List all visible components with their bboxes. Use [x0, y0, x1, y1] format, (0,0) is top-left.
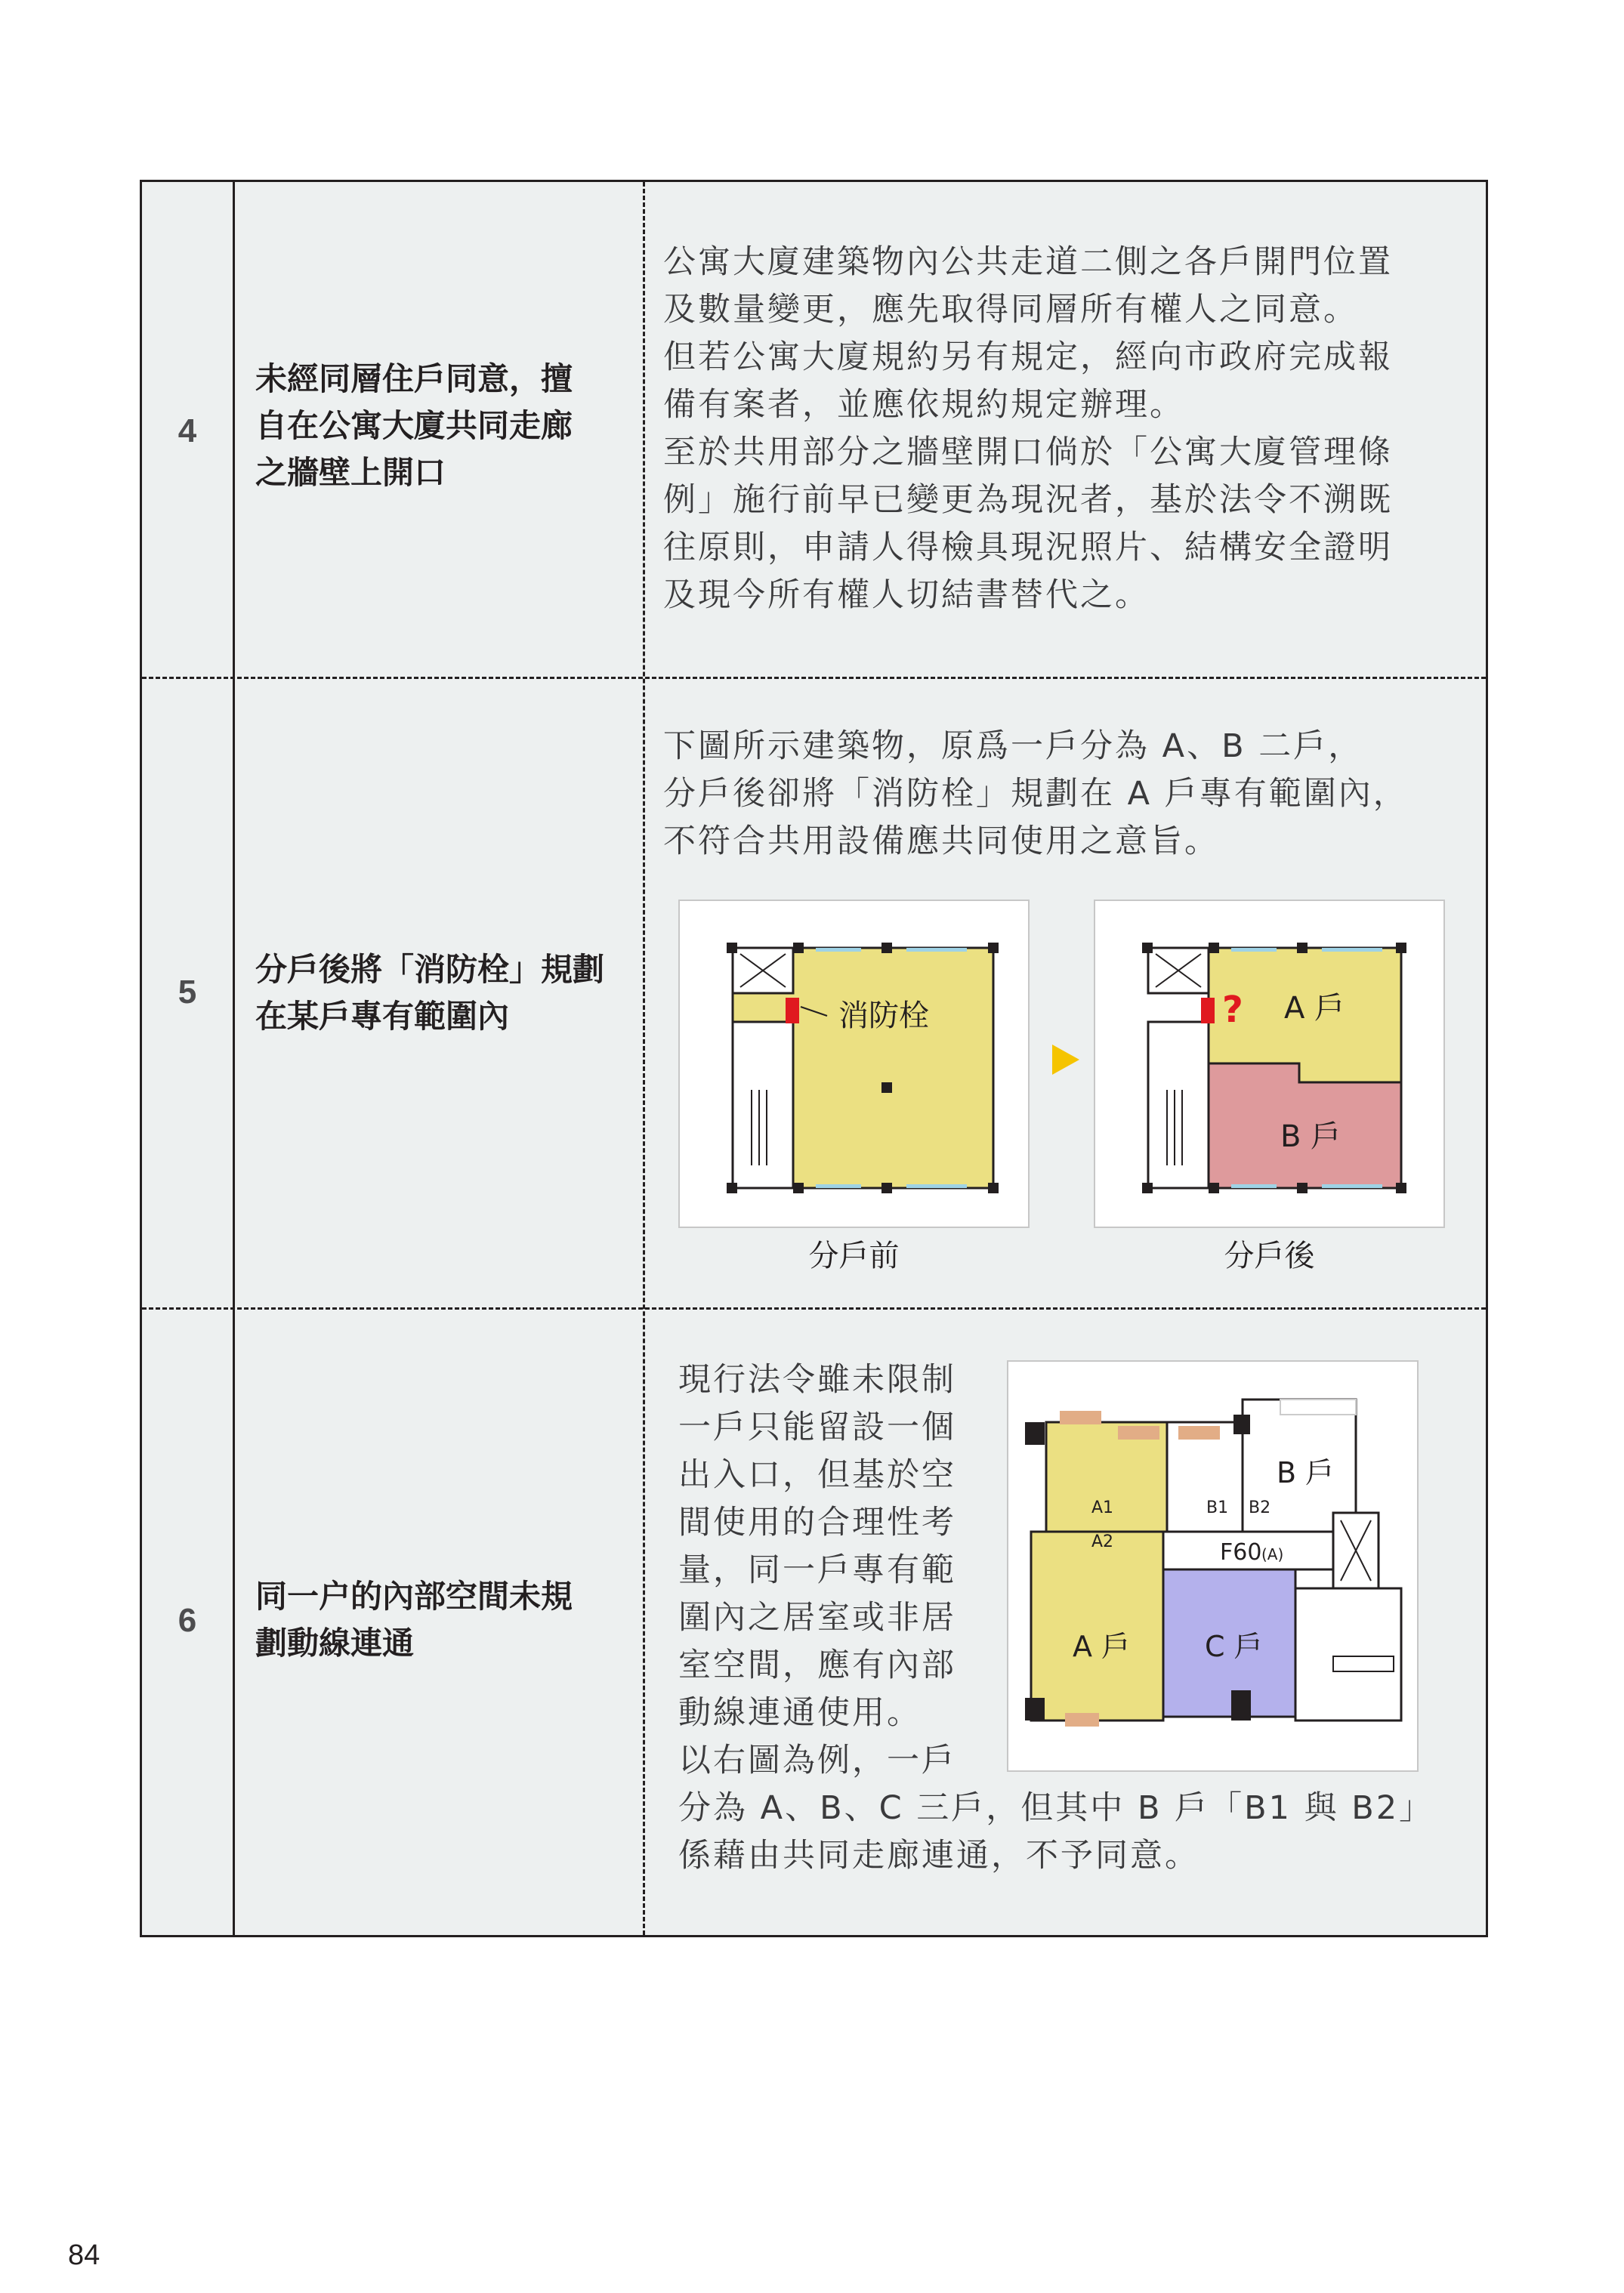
desc-line: 分戶後卻將「消防栓」規劃在 A 戶專有範圍內， [663, 775, 1408, 813]
window [816, 948, 861, 952]
desc-line: 及數量變更，應先取得同層所有權人之同意。 [663, 291, 1358, 329]
item-line: 分戶後將「消防栓」規劃 [255, 951, 605, 988]
stair-core [1148, 1022, 1209, 1188]
desc-line: 但若公寓大廈規約另有規定，經向市政府完成報 [663, 338, 1393, 376]
column [1396, 943, 1406, 953]
stair-core [733, 1022, 793, 1188]
stair-core [1295, 1588, 1401, 1721]
window [1065, 1713, 1099, 1727]
unit-area-a2 [1031, 1532, 1163, 1721]
window [1231, 948, 1277, 952]
row-number-4: 4 [178, 412, 197, 449]
caption-after: 分戶後 [1224, 1239, 1315, 1273]
unit-a-label: A 戶 [1284, 991, 1345, 1026]
column [881, 1082, 892, 1093]
column [1297, 1183, 1308, 1193]
window [906, 1184, 967, 1188]
room-a2-label: A2 [1091, 1532, 1114, 1551]
desc-line: 至於共用部分之牆壁開口倘於「公寓大廈管理條 [663, 434, 1393, 471]
window [1060, 1411, 1101, 1424]
floorplan-before-split [678, 900, 1030, 1228]
room-b2-label: B2 [1249, 1498, 1271, 1517]
column [1142, 1183, 1153, 1193]
desc-line: 間使用的合理性考 [678, 1504, 956, 1542]
unit-c-label: C 戶 [1205, 1630, 1263, 1663]
floorplan-abc-svg [1008, 1362, 1417, 1770]
column [793, 1183, 804, 1193]
desc-line: 一戶只能留設一個 [678, 1409, 956, 1446]
column [988, 1183, 999, 1193]
desc-line: 例」施行前早已變更為現況者，基於法令不溯既 [663, 481, 1393, 519]
fire-hydrant-icon [1201, 998, 1215, 1023]
row-divider-5-6 [142, 1307, 1486, 1310]
fire-hydrant-label: 消防栓 [838, 998, 929, 1033]
column [1396, 1183, 1406, 1193]
item-line: 在某戶專有範圍內 [255, 998, 510, 1035]
question-mark-icon: ? [1222, 989, 1243, 1031]
page-number: 84 [68, 2239, 100, 2271]
unit-b-label: B 戶 [1277, 1456, 1335, 1489]
row-description-5 [663, 723, 1408, 866]
stair-landing [1333, 1656, 1394, 1671]
column [881, 943, 892, 953]
desc-line: 往原則，申請人得檢具現況照片、結構安全證明 [663, 529, 1393, 566]
desc-line: 室空間，應有內部 [678, 1646, 956, 1684]
corridor-fire-door-label: F60 [1220, 1539, 1262, 1566]
item-line: 同一户的內部空間未規 [255, 1578, 573, 1615]
column [1025, 1698, 1045, 1721]
desc-line: 現行法令雖未限制 [678, 1361, 956, 1399]
regulation-table [140, 180, 1488, 1937]
column [1209, 943, 1219, 953]
desc-line: 以右圖為例，一戶 [678, 1742, 956, 1779]
column [793, 943, 804, 953]
corridor-fire-door-sub-label: (A) [1261, 1545, 1284, 1563]
item-line: 未經同層住戶同意，擅 [255, 360, 573, 397]
window [1118, 1426, 1159, 1440]
column [1231, 1690, 1251, 1721]
arrow-right-icon [1052, 1045, 1079, 1075]
window [816, 1184, 861, 1188]
desc-line: 公寓大廈建築物內公共走道二側之各戶開門位置 [663, 243, 1393, 281]
desc-line: 分為 A、B、C 三戶，但其中 B 戶「B1 與 B2」 [678, 1789, 1434, 1827]
window [1322, 948, 1382, 952]
desc-line: 不符合共用設備應共同使用之意旨。 [663, 822, 1219, 860]
floorplan-after-svg [1095, 901, 1443, 1227]
column [988, 943, 999, 953]
room-b1-label: B1 [1206, 1498, 1229, 1517]
caption-before: 分戶前 [808, 1239, 900, 1273]
column [1233, 1415, 1250, 1434]
row-number-6: 6 [178, 1602, 197, 1639]
row-item-6 [255, 1573, 641, 1667]
desc-line: 係藉由共同走廊連通，不予同意。 [678, 1837, 1199, 1875]
row-number-5: 5 [178, 974, 197, 1011]
desc-line: 備有案者，並應依規約規定辦理。 [663, 386, 1184, 424]
column [1209, 1183, 1219, 1193]
floorplan-after-split [1094, 900, 1445, 1228]
column [1142, 943, 1153, 953]
window [1178, 1426, 1220, 1440]
floorplan-before-svg [680, 901, 1028, 1227]
row-item-4 [255, 356, 641, 496]
fire-hydrant-icon [786, 998, 799, 1023]
balcony [1280, 1400, 1356, 1415]
column [881, 1183, 892, 1193]
column [727, 943, 737, 953]
desc-line: 及現今所有權人切結書替代之。 [663, 576, 1150, 614]
window [1322, 1184, 1382, 1188]
desc-line: 量，同一戶專有範 [678, 1551, 956, 1589]
item-line: 自在公寓大廈共同走廊 [255, 407, 573, 444]
row-description-4 [663, 239, 1393, 619]
unit-a-label: A 戶 [1073, 1630, 1131, 1663]
desc-line: 出入口，但基於空 [678, 1456, 956, 1494]
desc-line: 動線連通使用。 [678, 1694, 922, 1732]
item-line: 劃動線連通 [255, 1625, 415, 1662]
row-divider-4-5 [142, 677, 1486, 679]
column [1297, 943, 1308, 953]
room-a1-label: A1 [1091, 1498, 1114, 1517]
window [1231, 1184, 1277, 1188]
column-divider-number [233, 182, 235, 1935]
unit-area-a1 [1046, 1422, 1167, 1543]
floorplan-units-abc [1007, 1360, 1419, 1772]
row-item-5 [255, 946, 641, 1040]
desc-line: 下圖所示建築物，原爲一戶分為 A、B 二戶， [663, 727, 1363, 765]
unit-b-label: B 戶 [1280, 1119, 1341, 1154]
column [1025, 1422, 1045, 1445]
desc-line: 圍內之居室或非居 [678, 1599, 956, 1637]
column-divider-description [643, 182, 645, 1935]
item-line: 之牆壁上開口 [255, 454, 446, 491]
column [727, 1183, 737, 1193]
window [906, 948, 967, 952]
